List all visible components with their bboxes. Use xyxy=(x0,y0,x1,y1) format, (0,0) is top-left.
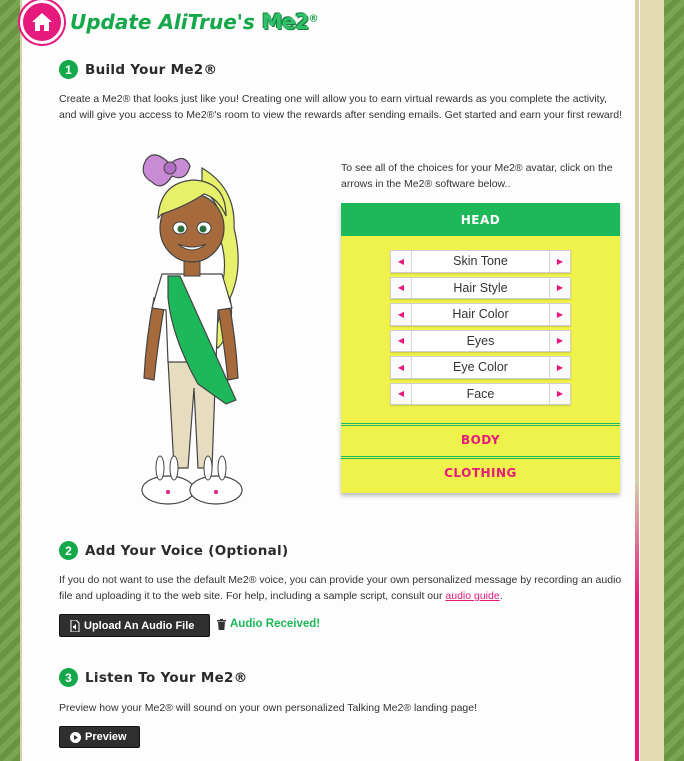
next-arrow-icon[interactable]: ▶ xyxy=(549,331,570,352)
step-title: Add Your Voice (Optional) xyxy=(85,542,289,559)
option-label: Skin Tone xyxy=(453,254,508,269)
avatar-left-arm xyxy=(144,298,164,380)
trash-icon[interactable] xyxy=(217,619,226,630)
next-arrow-icon[interactable]: ▶ xyxy=(549,357,570,378)
editor-tab-clothing[interactable]: CLOTHING xyxy=(341,456,620,486)
preview-label: Preview xyxy=(85,731,127,743)
step-number-badge: 3 xyxy=(59,668,78,687)
page-title-text: Update AliTrue's xyxy=(70,10,255,34)
prev-arrow-icon[interactable]: ◀ xyxy=(391,331,412,352)
me2-logo: Me2 xyxy=(261,10,309,34)
option-face xyxy=(390,383,571,406)
option-skin-tone xyxy=(390,250,571,273)
prev-arrow-icon[interactable]: ◀ xyxy=(391,251,412,272)
step-1-intro: Create a Me2® that looks just like you! Creating one will allow you to earn virtual rewards as you complete the activity, and will give you access to Me2®'s room to view the rewards after sending emails. Get started and earn your first reward! xyxy=(59,93,622,121)
audio-status xyxy=(217,618,320,630)
step-number-badge: 2 xyxy=(59,541,78,560)
option-eyes xyxy=(390,330,571,353)
option-hair-color xyxy=(390,303,571,326)
home-icon xyxy=(31,12,53,32)
step-title: Build Your Me2® xyxy=(85,61,218,78)
right-grass-strip xyxy=(664,0,684,761)
prev-arrow-icon[interactable]: ◀ xyxy=(391,357,412,378)
registered-mark: ® xyxy=(308,13,319,25)
option-label: Hair Style xyxy=(453,280,508,295)
next-arrow-icon[interactable]: ▶ xyxy=(549,251,570,272)
step-2-heading xyxy=(59,541,288,560)
audio-file-icon xyxy=(70,620,80,632)
panel-edge xyxy=(635,0,639,761)
step-2-text-body: If you do not want to use the default Me2® voice, you can provide your own personalized message by recording an audio file and uploading it to the web site. For help, including a sample script, consult our xyxy=(59,574,622,602)
head-options xyxy=(341,236,620,405)
audio-status-text: Audio Received! xyxy=(230,618,321,630)
editor-tab-head[interactable]: HEAD xyxy=(341,203,620,236)
prev-arrow-icon[interactable]: ◀ xyxy=(391,278,412,299)
me2-editor xyxy=(341,203,620,493)
upload-audio-button[interactable] xyxy=(59,614,210,637)
prev-arrow-icon[interactable]: ◀ xyxy=(391,384,412,405)
avatar-help-text: To see all of the choices for your Me2® avatar, click on the arrows in the Me2® software below.. xyxy=(341,162,613,190)
option-label: Eyes xyxy=(466,333,495,348)
play-icon xyxy=(70,732,81,743)
next-arrow-icon[interactable]: ▶ xyxy=(549,304,570,325)
page-title xyxy=(70,10,319,34)
option-label: Eye Color xyxy=(453,360,508,375)
upload-audio-label: Upload An Audio File xyxy=(84,619,195,632)
preview-button[interactable] xyxy=(59,726,140,748)
step-2-text-end: . xyxy=(499,590,503,602)
step-number-badge: 1 xyxy=(59,60,78,79)
prev-arrow-icon[interactable]: ◀ xyxy=(391,304,412,325)
left-decor-border xyxy=(0,0,20,761)
next-arrow-icon[interactable]: ▶ xyxy=(549,278,570,299)
next-arrow-icon[interactable]: ▶ xyxy=(549,384,570,405)
step-3-text: Preview how your Me2® will sound on your own personalized Talking Me2® landing page! xyxy=(59,702,478,714)
step-3-heading xyxy=(59,668,248,687)
option-label: Hair Color xyxy=(452,307,509,322)
step-2-text xyxy=(59,572,624,604)
step-1-heading xyxy=(59,60,217,79)
editor-tab-body[interactable]: BODY xyxy=(341,423,620,453)
option-hair-style xyxy=(390,277,571,300)
audio-guide-link[interactable]: audio guide xyxy=(445,590,500,602)
home-button[interactable] xyxy=(20,0,64,44)
me2-avatar xyxy=(132,148,252,514)
option-eye-color xyxy=(390,356,571,379)
option-label: Face xyxy=(466,386,495,401)
step-title: Listen To Your Me2® xyxy=(85,669,248,686)
